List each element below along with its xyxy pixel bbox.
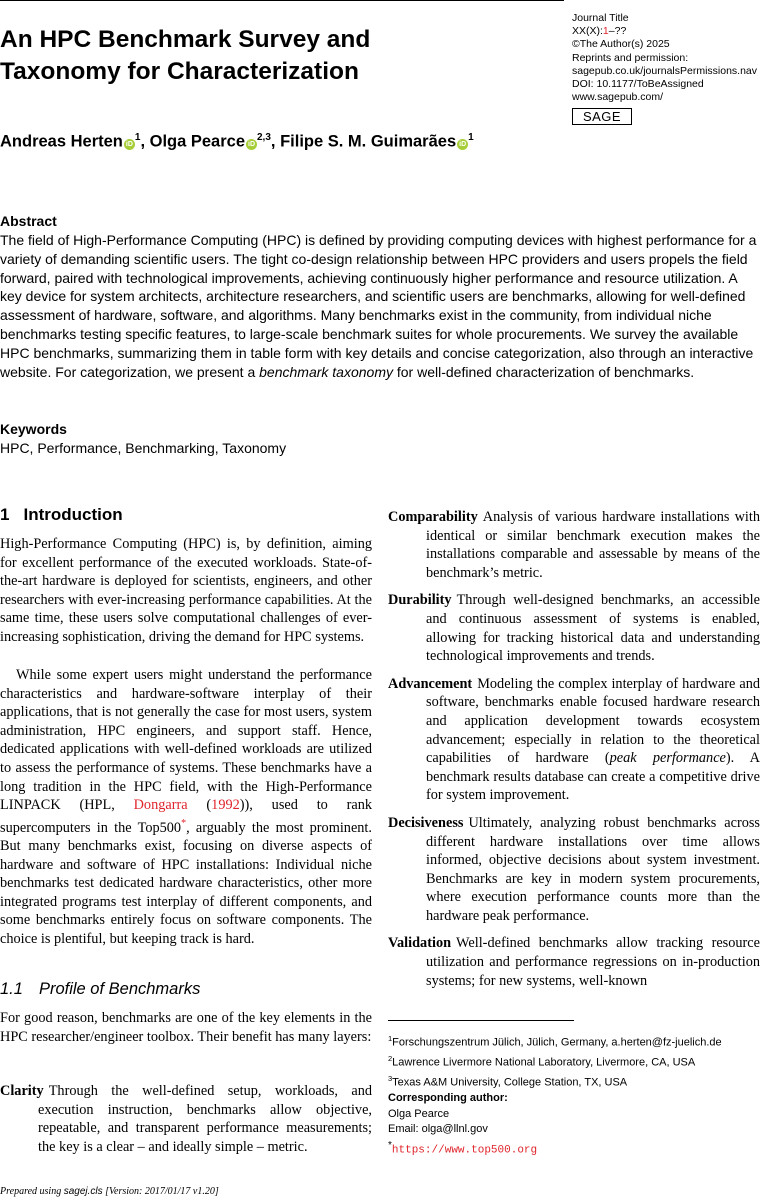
affiliation-item: $^1$Forschungszentrum Jülich, Jülich, Germany, a.herten@fz-juelich.de xyxy=(388,1034,722,1049)
orcid-icon[interactable]: iD xyxy=(248,140,255,148)
list-item: Comparability Analysis of various hardware installations with identical or similar benchmark execution makes the installations comparable and assessable by means of the benchmark’s metric. xyxy=(388,509,760,581)
journal-info xyxy=(572,12,757,104)
journal-title: Journal Title xyxy=(572,12,629,24)
paragraph: For good reason, benchmarks are one of the key elements in the HPC researcher/engineer toolbox. Their benefit has many layers: xyxy=(0,1010,372,1045)
paragraph: High-Performance Computing (HPC) is, by definition, aiming for excellent performance of the executed workloads. State-of-the-art hardware is deployed for scientists, engineers, and other researchers with ever-increasing performance capabilities. At the same time, these users solve computational challenges of ever-increasing sophistication, driving the demand for HPC systems. xyxy=(0,536,372,645)
footnote-mark: * xyxy=(388,1140,392,1151)
affiliations xyxy=(388,1031,722,1091)
list-item: Clarity Through the well-defined setup, workloads, and execution instruction, benchmarks allow objective, repeatable, and transparent performance measurements; the key is a clear – and ideally simple – metric. xyxy=(0,1083,372,1155)
footnote-rule xyxy=(388,1020,574,1021)
subsection-heading: 1.1 Profile of Benchmarks xyxy=(0,980,201,998)
orcid-icon[interactable]: iD xyxy=(459,140,467,148)
corresponding-heading: Corresponding author: xyxy=(388,1092,508,1104)
section-heading: 1 Introduction xyxy=(0,505,123,524)
list-item: Validation Well-defined benchmarks allow tracking resource utilization and performance regressions on in-production systems; for new systems, well-known xyxy=(388,935,760,989)
author-name: Andreas Herten xyxy=(0,132,123,151)
reprints-url[interactable]: sagepub.co.uk/journalsPermissions.nav xyxy=(572,64,758,77)
abstract-heading: Abstract xyxy=(0,213,57,229)
abstract-text: The field of High-Performance Computing (HPC) is defined by providing computing devices with highest performance for a variety of demanding scientific users. The tight co-design relationship between HPC providers and users propels the field forward, paired with technological improvements, achieving continuously higher performance and resource utilization. A key device for system architects, architecture researchers, and scientific users are benchmarks, allowing for well-defined assessment of hardware, software, and algorithms. Many benchmarks exist in the community, from individual niche benchmarks testing specific features, to large-scale benchmark suites for whole procurements. We survey the available HPC benchmarks, summarizing them in table form with key details and concise categorization, also through an interactive website. For categorization, we present a benchmark taxonomy for well-defined characterization of benchmarks. xyxy=(0,232,757,380)
prepared-using-footer: Prepared using sagej.cls [Version: 2017/01/17 v1.20] xyxy=(0,1186,219,1197)
keywords-text: HPC, Performance, Benchmarking, Taxonomy xyxy=(0,440,287,456)
paper-title: An HPC Benchmark Survey and Taxonomy for Characterization xyxy=(0,26,371,85)
corresponding-email[interactable]: Email: olga@llnl.gov xyxy=(388,1123,488,1135)
list-item: Decisiveness Ultimately, analyzing robust benchmarks across different hardware installations over time allows informed, objective decisions about system investment. Benchmarks are key in modern system procurements, where execution performance counts more than the hardware peak performance. xyxy=(388,814,760,924)
doi: DOI: 10.1177/ToBeAssigned xyxy=(572,78,704,91)
citation-link[interactable]: Dongarra xyxy=(133,797,188,814)
top500-link[interactable]: https://www.top500.org xyxy=(391,1144,538,1157)
affiliation-item: $^3$Texas A&M University, College Station, TX, USA xyxy=(388,1074,628,1089)
author-name: Olga Pearce xyxy=(149,132,245,151)
copyright: ©The Author(s) 2025 xyxy=(572,38,670,51)
reprints-label: Reprints and permission: xyxy=(572,51,689,64)
author-affiliation: 2,3 xyxy=(257,132,271,143)
author-list: Andreas Herten $iD^1$, Olga Pearce iD$^{2,3}$, Filipe S. M. Guimarães $iD^1$ xyxy=(0,132,474,151)
list-item: Durability Through well-designed benchmarks, an accessible and continuous assessment of systems is enabled, allowing for tracking historical data and understanding technological improvements and trends. xyxy=(388,592,760,665)
corresponding-author xyxy=(388,1091,508,1138)
sage-logo: SAGE xyxy=(572,108,632,125)
author-affiliation: 1 xyxy=(468,132,474,143)
page-start-link[interactable]: 1 xyxy=(602,25,609,38)
top-rule xyxy=(0,0,564,1)
affiliation-item: $^2$Lawrence Livermore National Laboratory, Livermore, CA, USA xyxy=(388,1054,696,1069)
footnote-mark[interactable]: * xyxy=(181,817,187,829)
publisher-website[interactable]: www.sagepub.com/ xyxy=(572,91,664,104)
list-item: Advancement Modeling the complex interplay of hardware and software, benchmarks enable focused hardware research and application development towards ecosystem advancement; especially in relation to the theoretical capabilities of hardware (peak performance). A benchmark results database can create a competitive drive for system improvement. xyxy=(388,675,760,804)
corresponding-name: Olga Pearce xyxy=(388,1107,450,1120)
class-file-link[interactable]: sagej.cls xyxy=(63,1186,103,1197)
keywords-heading: Keywords xyxy=(0,421,67,437)
paragraph: While some expert users might understand the performance characteristics and hardware-software interplay of their applications, that is not generally the case for most users, system administration, HPC engineers, and support staff. Hence, dedicated applications with well-defined workloads are utilized to assess the performance of systems. These benchmarks have a long tradition in the HPC field, with the High-Performance LINPACK (HPL, Dongarra (1992)), used to rank supercomputers in the Top500*, arguably the most prominent. But many benchmarks exist, focusing on diverse aspects of hardware and software of HPC installations: Individual niche benchmarks test dedicated hardware characteristics, other more integrated programs test interplay of different components, and some benchmarks entirely focus on software components. The choice is plentiful, but keeping track is hard. xyxy=(0,667,373,948)
orcid-icon[interactable]: iD xyxy=(125,140,133,148)
author-affiliation: 1 xyxy=(134,132,141,143)
benefit-list-left xyxy=(0,1082,372,1165)
url-footnote xyxy=(388,1140,537,1157)
citation-year-link[interactable]: 1992 xyxy=(211,797,240,814)
journal-volume: XX(X):1–?? xyxy=(572,25,627,38)
author-name: Filipe S. M. Guimarães xyxy=(280,132,457,151)
benefit-list-right xyxy=(388,508,760,999)
